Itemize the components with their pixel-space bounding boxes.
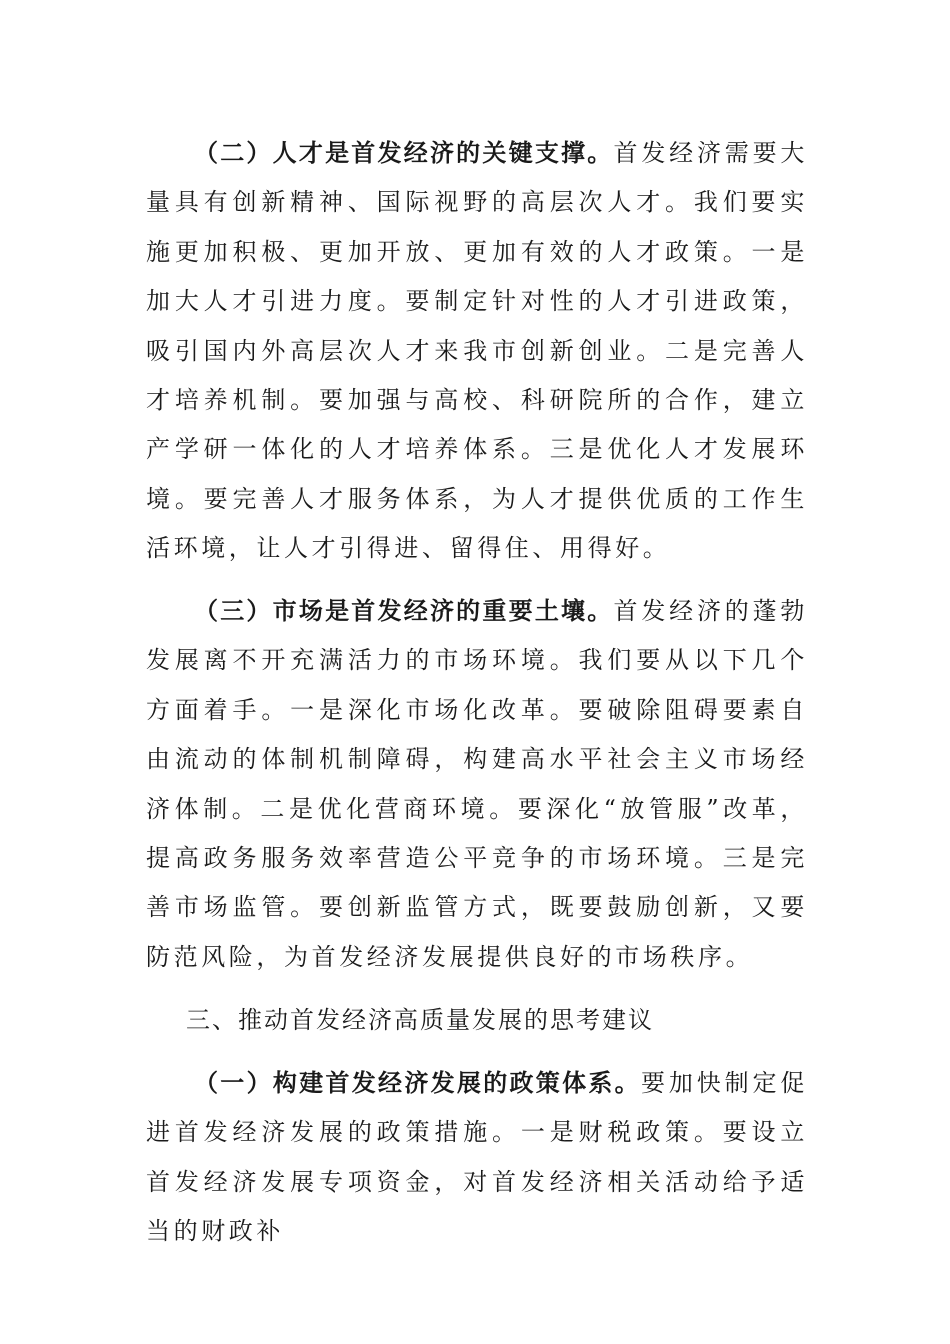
paragraph-lead: （二）人才是首发经济的关键支撑。 [194, 138, 614, 167]
paragraph-lead: （一）构建首发经济发展的政策体系。 [194, 1068, 641, 1097]
paragraph-body: 首发经济需要大量具有创新精神、国际视野的高层次人才。我们要实施更加积极、更加开放、更加有效的人才政策。一是加大人才引进力度。要制定针对性的人才引进政策，吸引国内外高层次人才来我市创新创业。二是完善人才培养机制。要加强与高校、科研院所的合作，建立产学研一体化的人才培养体系。三是优化人才发展环境。要完善人才服务体系，为人才提供优质的工作生活环境，让人才引得进、留得住、用得好。 [146, 139, 809, 563]
paragraph-body: 首发经济的蓬勃发展离不开充满活力的市场环境。我们要从以下几个方面着手。一是深化市场化改革。要破除阻碍要素自由流动的体制机制障碍，构建高水平社会主义市场经济体制。二是优化营商环境。要深化“放管服”改革，提高政务服务效率营造公平竞争的市场环境。三是完善市场监管。要创新监管方式，既要鼓励创新，又要防范风险，为首发经济发展提供良好的市场秩序。 [146, 597, 809, 971]
paragraph-body: 要加快制定促进首发经济发展的政策措施。一是财税政策。要设立首发经济发展专项资金，对首发经济相关活动给予适当的财政补 [146, 1069, 808, 1246]
section-heading: 三、推动首发经济高质量发展的思考建议 [186, 1006, 654, 1034]
paragraph-market [146, 586, 808, 982]
paragraph-lead: （三）市场是首发经济的重要土壤。 [194, 596, 614, 625]
paragraph-policy [146, 1058, 808, 1257]
paragraph-talent [146, 128, 808, 574]
